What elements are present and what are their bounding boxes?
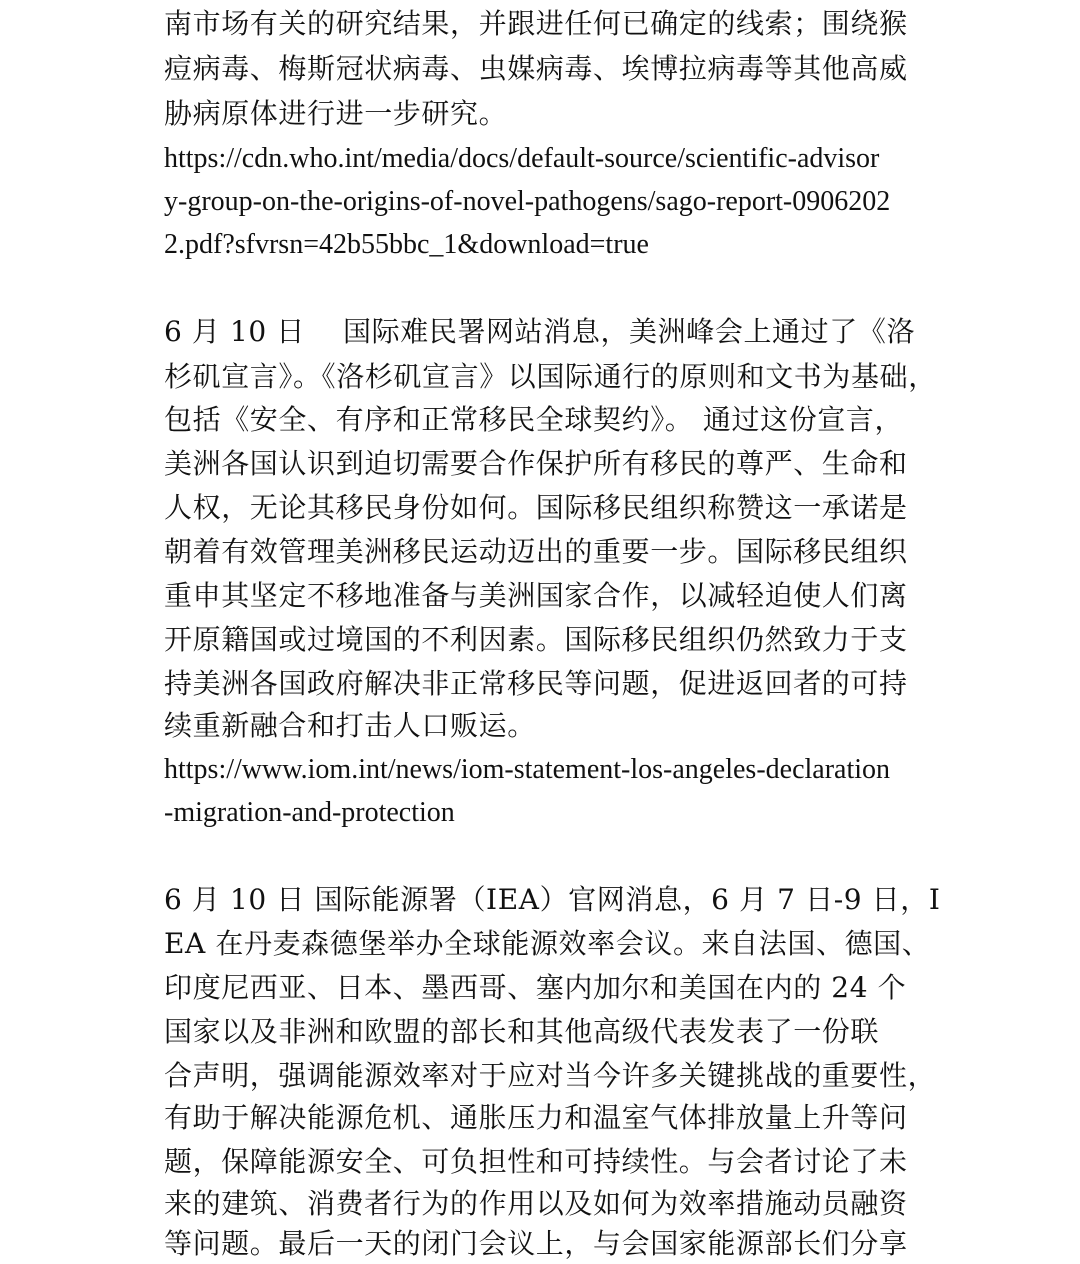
reference-url-line[interactable]: y-group-on-the-origins-of-novel-pathogens/sago-report-0906202 xyxy=(164,186,891,217)
paragraph-line: 南市场有关的研究结果，并跟进任何已确定的线索；围绕猴 xyxy=(164,7,908,40)
paragraph-line: 续重新融合和打击人口贩运。 xyxy=(164,709,536,742)
reference-url-line[interactable]: 2.pdf?sfvrsn=42b55bbc_1&download=true xyxy=(164,229,649,260)
paragraph-line: 美洲各国认识到迫切需要合作保护所有移民的尊严、生命和 xyxy=(164,447,908,480)
paragraph-line: 等问题。最后一天的闭门会议上，与会国家能源部长们分享 xyxy=(164,1227,908,1260)
paragraph-line: 题，保障能源安全、可负担性和可持续性。与会者讨论了未 xyxy=(164,1145,908,1178)
paragraph-line: 来的建筑、消费者行为的作用以及如何为效率措施动员融资 xyxy=(164,1187,908,1220)
paragraph-line: 痘病毒、梅斯冠状病毒、虫媒病毒、埃博拉病毒等其他高威 xyxy=(164,52,908,85)
paragraph-line: 朝着有效管理美洲移民运动迈出的重要一步。国际移民组织 xyxy=(164,535,908,568)
paragraph-line: 合声明，强调能源效率对于应对当今许多关键挑战的重要性， xyxy=(164,1059,937,1092)
paragraph-line: 印度尼西亚、日本、墨西哥、塞内加尔和美国在内的 24 个 xyxy=(164,971,907,1004)
paragraph-line: 持美洲各国政府解决非正常移民等问题，促进返回者的可持 xyxy=(164,667,908,700)
reference-url-line[interactable]: https://cdn.who.int/media/docs/default-source/scientific-advisor xyxy=(164,143,880,174)
paragraph-line: 6 月 10 日 国际难民署网站消息，美洲峰会上通过了《洛 xyxy=(164,315,916,348)
paragraph-line: 开原籍国或过境国的不利因素。国际移民组织仍然致力于支 xyxy=(164,623,908,656)
reference-url-line[interactable]: -migration-and-protection xyxy=(164,797,455,828)
paragraph-line: 包括《安全、有序和正常移民全球契约》。 通过这份宣言， xyxy=(164,403,904,436)
paragraph-line: 人权，无论其移民身份如何。国际移民组织称赞这一承诺是 xyxy=(164,491,908,524)
paragraph-line: 重申其坚定不移地准备与美洲国家合作，以减轻迫使人们离 xyxy=(164,579,908,612)
paragraph-line: 胁病原体进行进一步研究。 xyxy=(164,97,508,130)
paragraph-line: 有助于解决能源危机、通胀压力和温室气体排放量上升等问 xyxy=(164,1101,908,1134)
reference-url-line[interactable]: https://www.iom.int/news/iom-statement-los-angeles-declaration xyxy=(164,754,891,785)
paragraph-line: 国家以及非洲和欧盟的部长和其他高级代表发表了一份联 xyxy=(164,1015,880,1048)
paragraph-line: 杉矶宣言》。《洛杉矶宣言》以国际通行的原则和文书为基础， xyxy=(164,360,937,393)
paragraph-line: EA 在丹麦森德堡举办全球能源效率会议。来自法国、德国、 xyxy=(164,927,931,960)
paragraph-line: 6 月 10 日 国际能源署（IEA）官网消息，6 月 7 日-9 日，I xyxy=(164,883,941,916)
